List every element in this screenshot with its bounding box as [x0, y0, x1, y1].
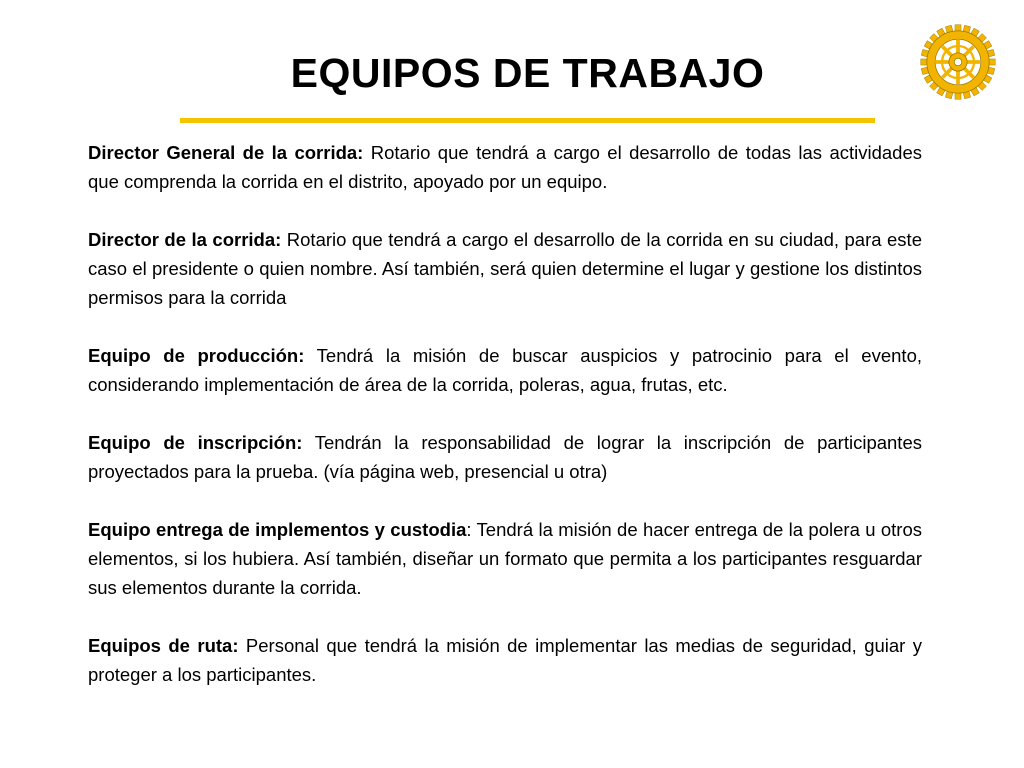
rotary-wheel-icon: [920, 24, 996, 100]
paragraph-equipo-produccion: [88, 341, 922, 399]
paragraph-equipos-ruta: [88, 631, 922, 689]
paragraph-text: : Tendrá la misión de hacer entrega de la polera u otros elementos, si los hubiera. Así también, diseñar un formato que permita a los participantes resguardar sus elementos durante la corrida.: [88, 519, 923, 598]
title-underline: [180, 118, 875, 123]
paragraph-director-general: [88, 138, 922, 196]
paragraph-term: Equipo entrega de implementos y custodia: [88, 519, 467, 540]
paragraph-text: Tendrán la responsabilidad de lograr la inscripción de participantes proyectados para la prueba. (vía página web, presencial u otra): [88, 432, 922, 482]
slide-title: EQUIPOS DE TRABAJO: [290, 50, 765, 96]
paragraph-text: Rotario que tendrá a cargo el desarrollo de la corrida en su ciudad, para este caso el presidente o quien nombre. Así también, será quien determine el lugar y gestione los distintos permisos para la corrida: [88, 229, 922, 308]
paragraph-equipo-entrega: [88, 515, 922, 602]
content-body: [88, 138, 922, 718]
paragraph-term: Equipo de producción:: [88, 345, 305, 366]
paragraph-equipo-inscripcion: [88, 428, 922, 486]
paragraph-text: Tendrá la misión de buscar auspicios y patrocinio para el evento, considerando implementación de área de la corrida, poleras, agua, frutas, etc.: [88, 345, 922, 395]
paragraph-term: Equipo de inscripción:: [88, 432, 303, 453]
paragraph-text: Personal que tendrá la misión de implementar las medias de seguridad, guiar y proteger a los participantes.: [88, 635, 923, 685]
paragraph-term: Director General de la corrida:: [88, 142, 364, 163]
paragraph-term: Equipos de ruta:: [88, 635, 239, 656]
paragraph-text: Rotario que tendrá a cargo el desarrollo de todas las actividades que comprenda la corrida en el distrito, apoyado por un equipo.: [88, 142, 922, 192]
paragraph-director-corrida: [88, 225, 922, 312]
paragraph-term: Director de la corrida:: [88, 229, 282, 250]
